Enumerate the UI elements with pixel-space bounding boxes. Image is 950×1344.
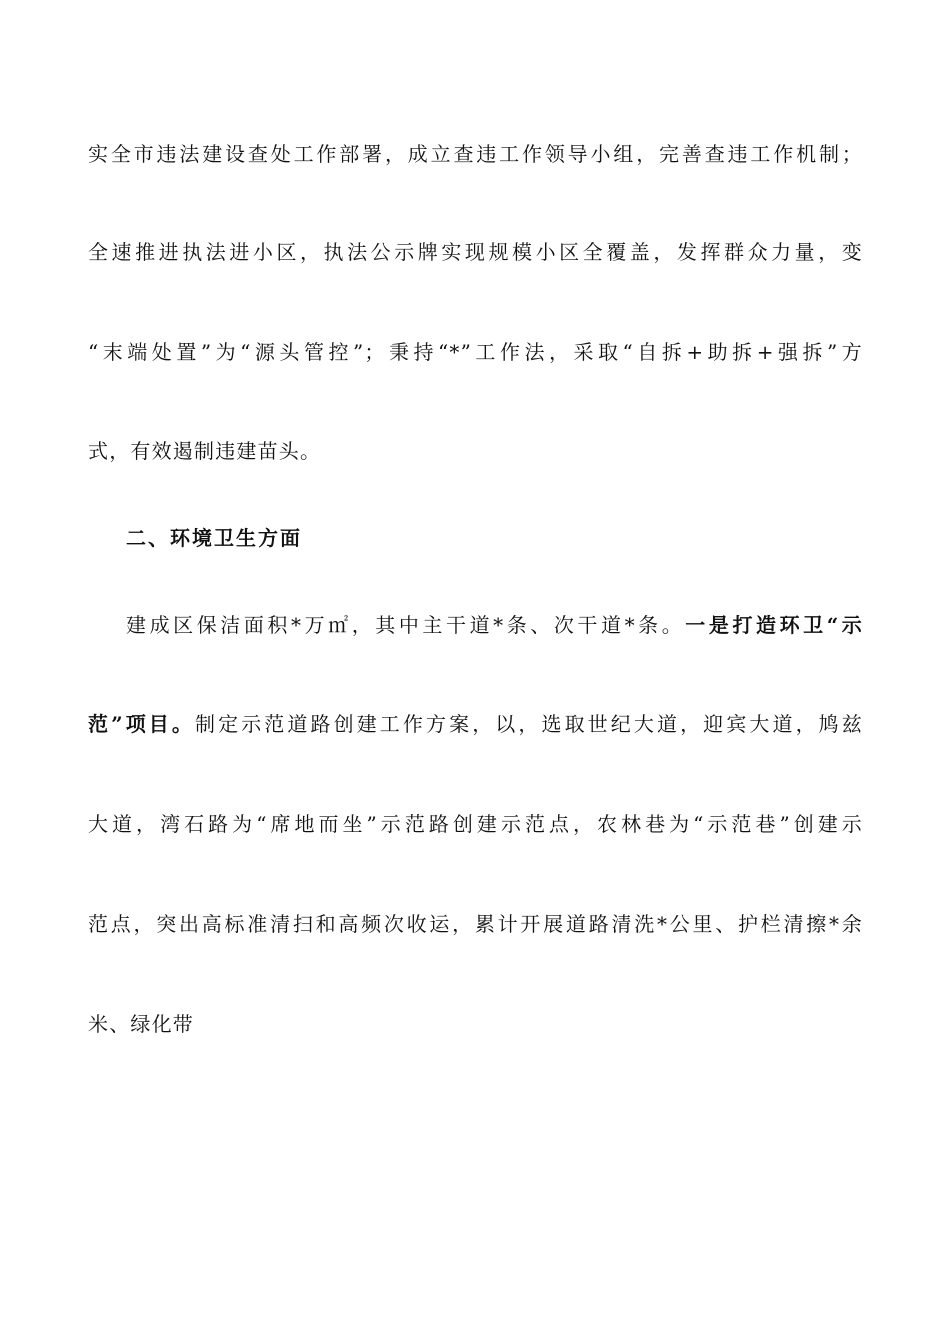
paragraph-2-line-1-bold: 一是打造环卫“示: [685, 613, 864, 637]
paragraph-2-line-2-bold: 范”项目。: [88, 712, 195, 736]
paragraph-2-line-1: [126, 611, 863, 639]
paragraph-2-line-1-normal: 建成区保洁面积*万㎡，其中主干道*条、次干道*条。: [126, 613, 686, 637]
paragraph-2-line-5: 米、绿化带: [88, 1012, 194, 1036]
section-heading: 二、环境卫生方面: [126, 526, 302, 550]
paragraph-2-line-2: [88, 710, 863, 738]
paragraph-2-line-2-normal: 制定示范道路创建工作方案，以，选取世纪大道，迎宾大道，鸠兹: [195, 712, 863, 736]
paragraph-2-line-4: 范点，突出高标准清扫和高频次收运，累计开展道路清洗*公里、护栏清擦*余: [88, 912, 863, 936]
paragraph-1-line-1: 实全市违法建设查处工作部署，成立查违工作领导小组，完善查违工作机制；: [88, 142, 863, 166]
paragraph-2-line-3: 大道，湾石路为“席地而坐”示范路创建示范点，农林巷为“示范巷”创建示: [88, 812, 863, 836]
paragraph-1-line-2: 全速推进执法进小区，执法公示牌实现规模小区全覆盖，发挥群众力量，变: [88, 240, 863, 264]
paragraph-1-line-4: 式，有效遏制违建苗头。: [88, 439, 322, 463]
paragraph-1-line-3: “末端处置”为“源头管控”；秉持“*”工作法，采取“自拆+助拆+强拆”方: [88, 340, 863, 364]
